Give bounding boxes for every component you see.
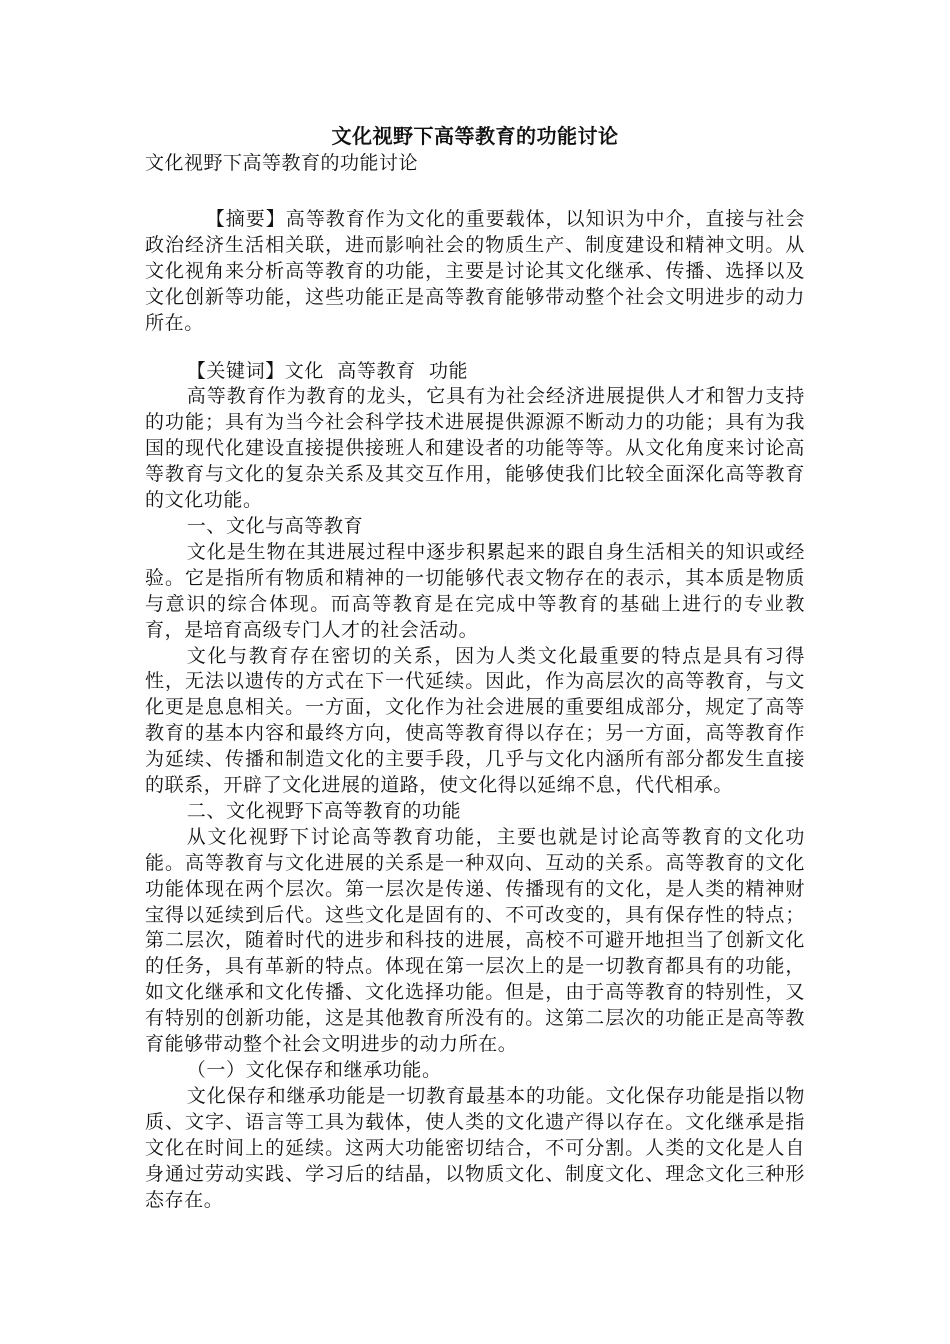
document-body xyxy=(145,120,805,1213)
section2-paragraph-1: 从文化视野下讨论高等教育功能，主要也就是讨论高等教育的文化功能。高等教育与文化进展的关系是一种双向、互动的关系。高等教育的文化功能体现在两个层次。第一层次是传递、传播现有的文化，是人类的精神财宝得以延续到后代。这些文化是固有的、不可改变的，具有保存性的特点；第二层次，随着时代的进步和科技的进展，高校不可避开地担当了创新文化的任务，具有革新的特点。体现在第一层次上的是一切教育都具有的功能，如文化继承和文化传播、文化选择功能。但是，由于高等教育的特别性，又有特别的创新功能，这是其他教育所没有的。这第二层次的功能正是高等教育能够带动整个社会文明进步的动力所在。 xyxy=(145,825,805,1056)
subsection1-paragraph-1: 文化保存和继承功能是一切教育最基本的功能。文化保存功能是指以物质、文字、语言等工具为载体，使人类的文化遗产得以存在。文化继承是指文化在时间上的延续。这两大功能密切结合，不可分割。人类的文化是人自身通过劳动实践、学习后的结晶，以物质文化、制度文化、理念文化三种形态存在。 xyxy=(145,1084,805,1211)
section-heading-1: 一、文化与高等教育 xyxy=(186,514,364,537)
keywords-line: 【关键词】文化 高等教育 功能 xyxy=(186,359,469,382)
section-heading-2: 二、文化视野下高等教育的功能 xyxy=(186,799,462,822)
blank-line xyxy=(145,337,805,359)
blank-line xyxy=(145,177,805,207)
abstract-paragraph: 【摘要】高等教育作为文化的重要载体，以知识为中介，直接与社会政治经济生活相关联，进而影响社会的物质生产、制度建设和精神文明。从文化视角来分析高等教育的功能，主要是讨论其文化继承、传播、选择以及文化创新等功能，这些功能正是高等教育能够带动整个社会文明进步的动力所在。 xyxy=(145,208,805,334)
section1-paragraph-2: 文化与教育存在密切的关系，因为人类文化最重要的特点是具有习得性，无法以遗传的方式在下一代延续。因此，作为高层次的高等教育，与文化更是息息相关。一方面，文化作为社会进展的重要组成部分，规定了高等教育的基本内容和最终方向，使高等教育得以存在；另一方面，高等教育作为延续、传播和制造文化的主要手段，几乎与文化内涵所有部分都发生直接的联系，开辟了文化进展的道路，使文化得以延绵不息，代代相承。 xyxy=(145,644,805,797)
document-subtitle: 文化视野下高等教育的功能讨论 xyxy=(145,152,419,174)
section1-paragraph-1: 文化是生物在其进展过程中逐步积累起来的跟自身生活相关的知识或经验。它是指所有物质和精神的一切能够代表文物存在的表示，其本质是物质与意识的综合体现。而高等教育是在完成中等教育的基础上进行的专业教育，是培育高级专门人才的社会活动。 xyxy=(145,540,805,641)
subsection-heading-1: （一）文化保存和继承功能。 xyxy=(186,1059,442,1081)
intro-paragraph: 高等教育作为教育的龙头，它具有为社会经济进展提供人才和智力支持的功能；具有为当今社会科学技术进展提供源源不断动力的功能；具有为我国的现代化建设直接提供接班人和建设者的功能等等。从文化角度来讨论高等教育与文化的复杂关系及其交互作用，能够使我们比较全面深化高等教育的文化功能。 xyxy=(145,385,805,512)
document-title: 文化视野下高等教育的功能讨论 xyxy=(331,124,619,148)
